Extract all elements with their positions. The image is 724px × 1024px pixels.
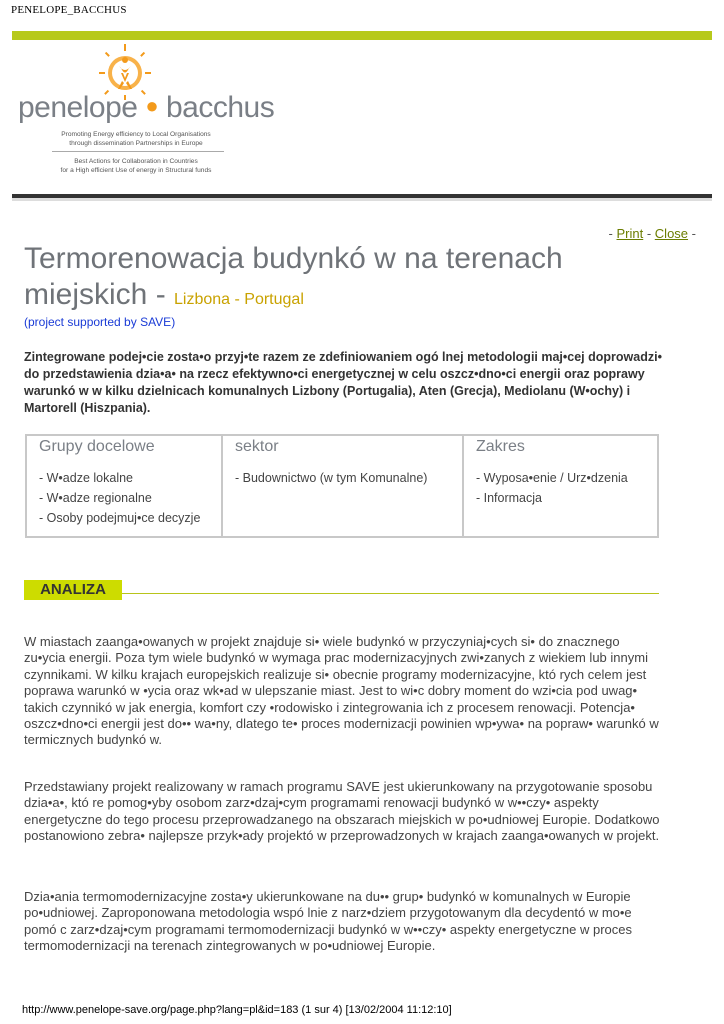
target-groups-cell xyxy=(26,435,222,537)
site-banner xyxy=(12,40,712,188)
logo-tagline-primary xyxy=(36,130,236,148)
intro-summary: Zintegrowane podej•cie zosta•o przyj•te razem ze zdefiniowaniem ogó lnej metodologii maj•cej doprowadzi• do przedstawienia dzia•a• na rzecz efektywno•ci energetycznej w celu oszcz•dno•ci energii oraz poprawy warunkó w w kilku dzielnicach komunalnych Lizbony (Portugalia), Aten (Grecja), Mediolanu (W•ochy) i Martorell (Hiszpania). xyxy=(24,350,662,415)
tagline-line: for a High efficient Use of energy in Structural funds xyxy=(60,167,212,174)
logo-dot: ● xyxy=(145,93,159,118)
logo-word-penelope: penelope xyxy=(18,91,138,124)
section-badge: ANALIZA xyxy=(24,580,122,600)
header-accent-bar xyxy=(12,31,712,40)
link-separator: - xyxy=(608,226,617,241)
page-title xyxy=(24,241,644,318)
list-item: - Informacja xyxy=(476,491,542,505)
document-header-label: PENELOPE_BACCHUS xyxy=(11,4,127,16)
tagline-line: Promoting Energy efficiency to Local Organisations xyxy=(61,131,211,138)
scope-cell xyxy=(463,435,658,537)
print-link[interactable]: Print xyxy=(616,226,644,241)
section-heading-analiza xyxy=(24,580,659,600)
close-link[interactable]: Close xyxy=(654,226,689,241)
body-paragraph: Przedstawiany projekt realizowany w ramach programu SAVE jest ukierunkowany na przygotowanie sposobu dzia•a•, któ re pomog•yby osobom zarz•dzaj•cym programami renowacji budynkó w w••czy• aspekty energetyczne do tego procesu przeprowadzanego na obszarach miejskich w po•udniowej Europie. Dodatkowo postanowiono zebra• najlepsze przyk•ady projektó w przeprowadzonych w krajach zaanga•owanych w projekt. xyxy=(24,779,660,844)
title-location: Lizbona - Portugal xyxy=(174,291,304,308)
list-item: - W•adze lokalne xyxy=(39,471,134,485)
tagline-divider xyxy=(52,151,224,152)
body-paragraph: Dzia•ania termomodernizacyjne zosta•y ukierunkowane na du•• grup• budynkó w komunalnych w Europie po•udniowej. Zaproponowana metodologia wspó lnie z narz•dziem przygotowanym dla decydentó w mo•e pomó c zarz•dzaj•cym programami termomodernizacji budynkó w w••czy• aspekty energetyczne w proces termomodernizacji na terenach zintegrowanych w po•udniowej Europie. xyxy=(24,889,632,954)
sector-cell xyxy=(222,435,463,537)
column-header: sektor xyxy=(235,438,279,455)
link-separator: - xyxy=(643,226,655,241)
section-rule xyxy=(122,593,659,594)
title-main: Termorenowacja budynkó w na terenach miejskich - xyxy=(24,242,563,311)
list-item: - W•adze regionalne xyxy=(39,491,152,505)
list-item: - Budownictwo (w tym Komunalne) xyxy=(235,471,428,485)
page-footer-url: http://www.penelope-save.org/page.php?lang=pl&id=183 (1 sur 4) [13/02/2004 11:12:10] xyxy=(22,1004,452,1016)
site-logo-text xyxy=(18,91,274,125)
list-item: - Wyposa•enie / Urz•dzenia xyxy=(476,471,628,485)
body-paragraph: W miastach zaanga•owanych w projekt znajduje si• wiele budynkó w przyczyniaj•cych si• do znacznego zu•ycia energii. Poza tym wiele budynkó w wymaga prac modernizacyjnych zwi•zanych z wiekiem lub innymi czynnikami. W kilku krajach europejskich realizuje si• obecnie programy modernizacyjne, któ rych celem jest poprawa warunkó w •ycia oraz wk•ad w ulepszanie miast. Jest to wi•c dobry moment do wzi•cia pod uwag• takich czynnikó w jak energia, komfort czy •rodowisko i zintegrowania ich z procesem renowacji. Potencja• oszcz•dno•ci energii jest do•• wa•ny, dlatego te• proces modernizacji powinien wp•ywa• na popraw• warunkó w termicznych budynkó w. xyxy=(24,634,659,748)
table-row xyxy=(26,435,658,537)
logo-tagline-secondary xyxy=(36,157,236,175)
tagline-line: through dissemination Partnerships in Europe xyxy=(69,140,203,147)
support-note: (project supported by SAVE) xyxy=(24,315,176,329)
column-header: Grupy docelowe xyxy=(39,438,155,455)
list-item: - Osoby podejmuj•ce decyzje xyxy=(39,511,201,525)
tagline-line: Best Actions for Collaboration in Countries xyxy=(74,158,198,165)
page-actions xyxy=(609,226,696,241)
project-info-table xyxy=(25,434,659,538)
banner-bottom-shadow xyxy=(12,198,712,201)
link-separator: - xyxy=(688,226,696,241)
column-header: Zakres xyxy=(476,438,525,455)
logo-word-bacchus: bacchus xyxy=(165,91,275,124)
